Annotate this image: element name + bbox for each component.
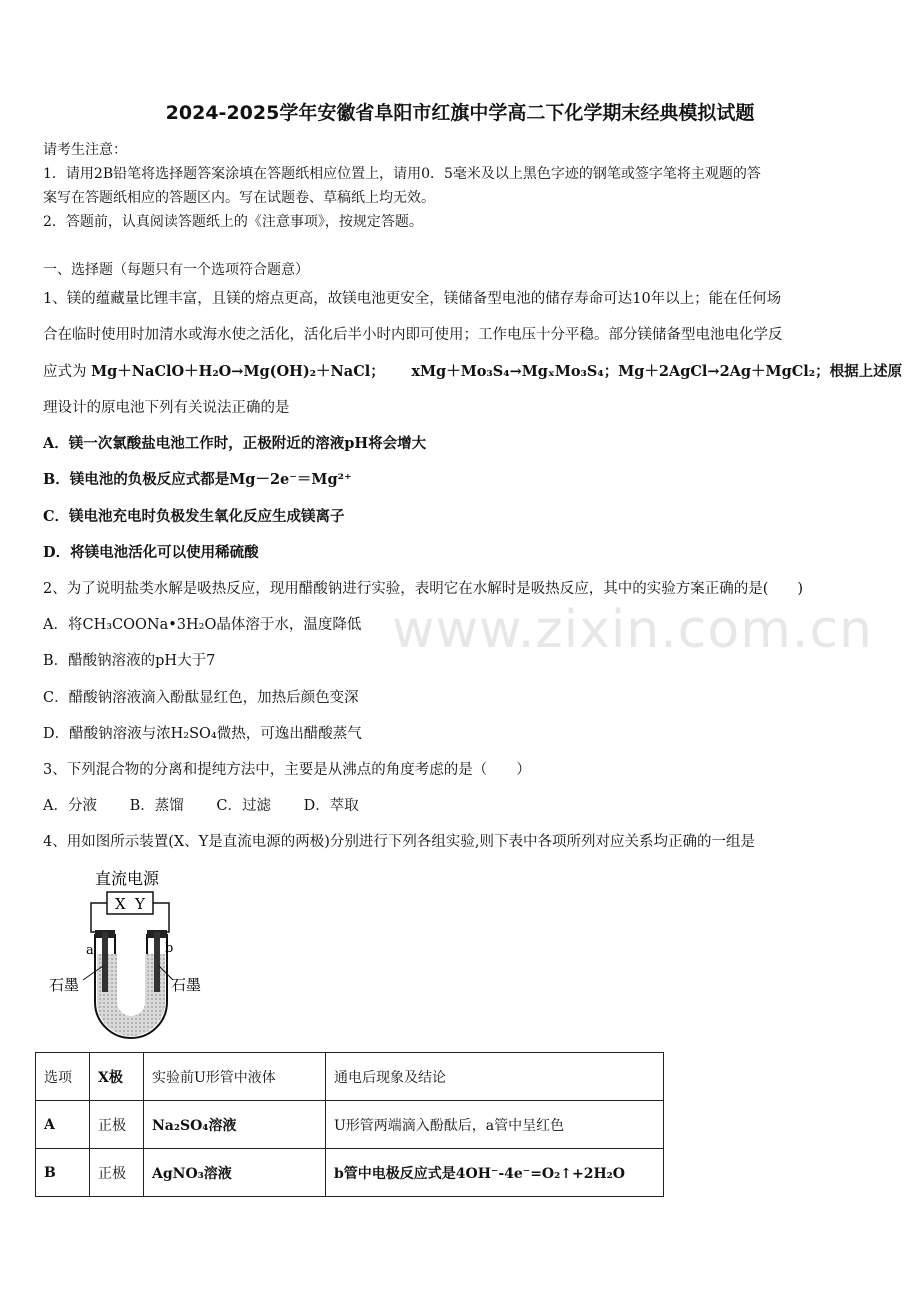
q2-option-a: A．将CH₃COONa•3H₂O晶体溶于水，温度降低 — [43, 617, 362, 633]
q3-option-a: A．分液 — [43, 798, 97, 814]
y-label: Y — [135, 895, 145, 913]
section-heading: 一、选择题（每题只有一个选项符合题意） — [43, 262, 309, 278]
left-graphite-electrode — [102, 932, 108, 992]
q3-option-b: B．蒸馏 — [129, 798, 184, 814]
power-label: 直流电源 — [95, 869, 160, 888]
x-label: X — [115, 895, 126, 913]
table-cell: B — [36, 1149, 90, 1197]
q2-option-b: B．醋酸钠溶液的pH大于7 — [43, 653, 216, 669]
page-title: 2024-2025学年安徽省阜阳市红旗中学高二下化学期末经典模拟试题 — [165, 102, 755, 124]
table-header-row — [36, 1053, 664, 1101]
u-tube-inner — [115, 934, 147, 1018]
right-graphite-electrode — [154, 932, 160, 992]
table-row — [36, 1149, 664, 1197]
table-header-cell: 选项 — [36, 1053, 90, 1101]
notice-item: 1．请用2B铅笔将选择题答案涂填在答题纸相应位置上，请用0．5毫米及以上黑色字迹的钢笔或签字笔将主观题的答 — [43, 166, 761, 182]
table-cell: Na₂SO₄溶液 — [144, 1101, 326, 1149]
q1-equation-2: xMg＋Mo₃S₄→MgₓMo₃S₄；Mg＋2AgCl→2Ag＋MgCl₂；根据上述原 — [411, 363, 903, 380]
table-cell: 正极 — [90, 1149, 144, 1197]
power-box — [107, 892, 153, 914]
q2-option-d: D．醋酸钠溶液与浓H₂SO₄微热，可逸出醋酸蒸气 — [43, 726, 362, 742]
notice-item: 案写在答题纸相应的答题区内。写在试题卷、草稿纸上均无效。 — [43, 190, 435, 206]
q4-stem: 4、用如图所示装置(X、Y是直流电源的两极)分别进行下列各组实验,则下表中各项所列对应关系均正确的一组是 — [43, 834, 756, 850]
q1-option-d: D．将镁电池活化可以使用稀硫酸 — [43, 544, 259, 561]
table-cell: b管中电极反应式是4OH⁻-4e⁻=O₂↑+2H₂O — [326, 1149, 664, 1197]
q1-stem-prefix: 应式为 — [43, 364, 87, 380]
q1-option-b: B．镁电池的负极反应式都是Mg－2e⁻＝Mg²⁺ — [43, 471, 352, 488]
table-row — [36, 1101, 664, 1149]
table-header-cell: 实验前U形管中液体 — [144, 1053, 326, 1101]
q1-stem-line: 1、镁的蕴藏量比锂丰富，且镁的熔点更高，故镁电池更安全，镁储备型电池的储存寿命可达10年以上；能在任何场 — [43, 291, 782, 307]
electrolysis-apparatus-figure — [43, 862, 218, 1042]
q1-option-c: C．镁电池充电时负极发生氧化反应生成镁离子 — [43, 508, 345, 525]
q2-stem: 2、为了说明盐类水解是吸热反应，现用醋酸钠进行实验，表明它在水解时是吸热反应，其中的实验方案正确的是( ) — [43, 581, 804, 597]
q1-option-a: A．镁一次氯酸盐电池工作时，正极附近的溶液pH将会增大 — [43, 435, 427, 452]
q1-stem-line: 合在临时使用时加清水或海水使之活化，活化后半小时内即可使用；工作电压十分平稳。部分镁储备型电池电化学反 — [43, 327, 783, 343]
q1-stem-line-eq — [43, 362, 902, 382]
left-wire — [91, 903, 107, 932]
table-header-cell: X极 — [90, 1053, 144, 1101]
q3-stem: 3、下列混合物的分离和提纯方法中，主要是从沸点的角度考虑的是（ ） — [43, 762, 531, 778]
table-cell: AgNO₃溶液 — [144, 1149, 326, 1197]
q2-option-c: C．醋酸钠溶液滴入酚酞显红色，加热后颜色变深 — [43, 690, 359, 706]
q4-table — [35, 1052, 664, 1197]
table-cell: U形管两端滴入酚酞后，a管中呈红色 — [326, 1101, 664, 1149]
tube-b-label: b — [165, 941, 174, 956]
q3-option-c: C．过滤 — [216, 798, 271, 814]
right-wire — [153, 903, 169, 932]
tube-a-label: a — [86, 943, 94, 958]
table-cell: 正极 — [90, 1101, 144, 1149]
q1-stem-line: 理设计的原电池下列有关说法正确的是 — [43, 400, 290, 416]
table-cell: A — [36, 1101, 90, 1149]
table-header-cell: 通电后现象及结论 — [326, 1053, 664, 1101]
watermark: www.zixin.com.cn — [392, 600, 873, 660]
notice-item: 2．答题前，认真阅读答题纸上的《注意事项》，按规定答题。 — [43, 214, 423, 230]
q3-option-d: D．萃取 — [303, 798, 359, 814]
q1-equation-1: Mg＋NaClO＋H₂O→Mg(OH)₂＋NaCl； — [91, 363, 385, 380]
notice-heading: 请考生注意： — [43, 142, 127, 158]
q3-options — [43, 796, 387, 816]
left-electrode-label: 石墨 — [49, 976, 80, 994]
right-electrode-label: 石墨 — [171, 976, 202, 994]
